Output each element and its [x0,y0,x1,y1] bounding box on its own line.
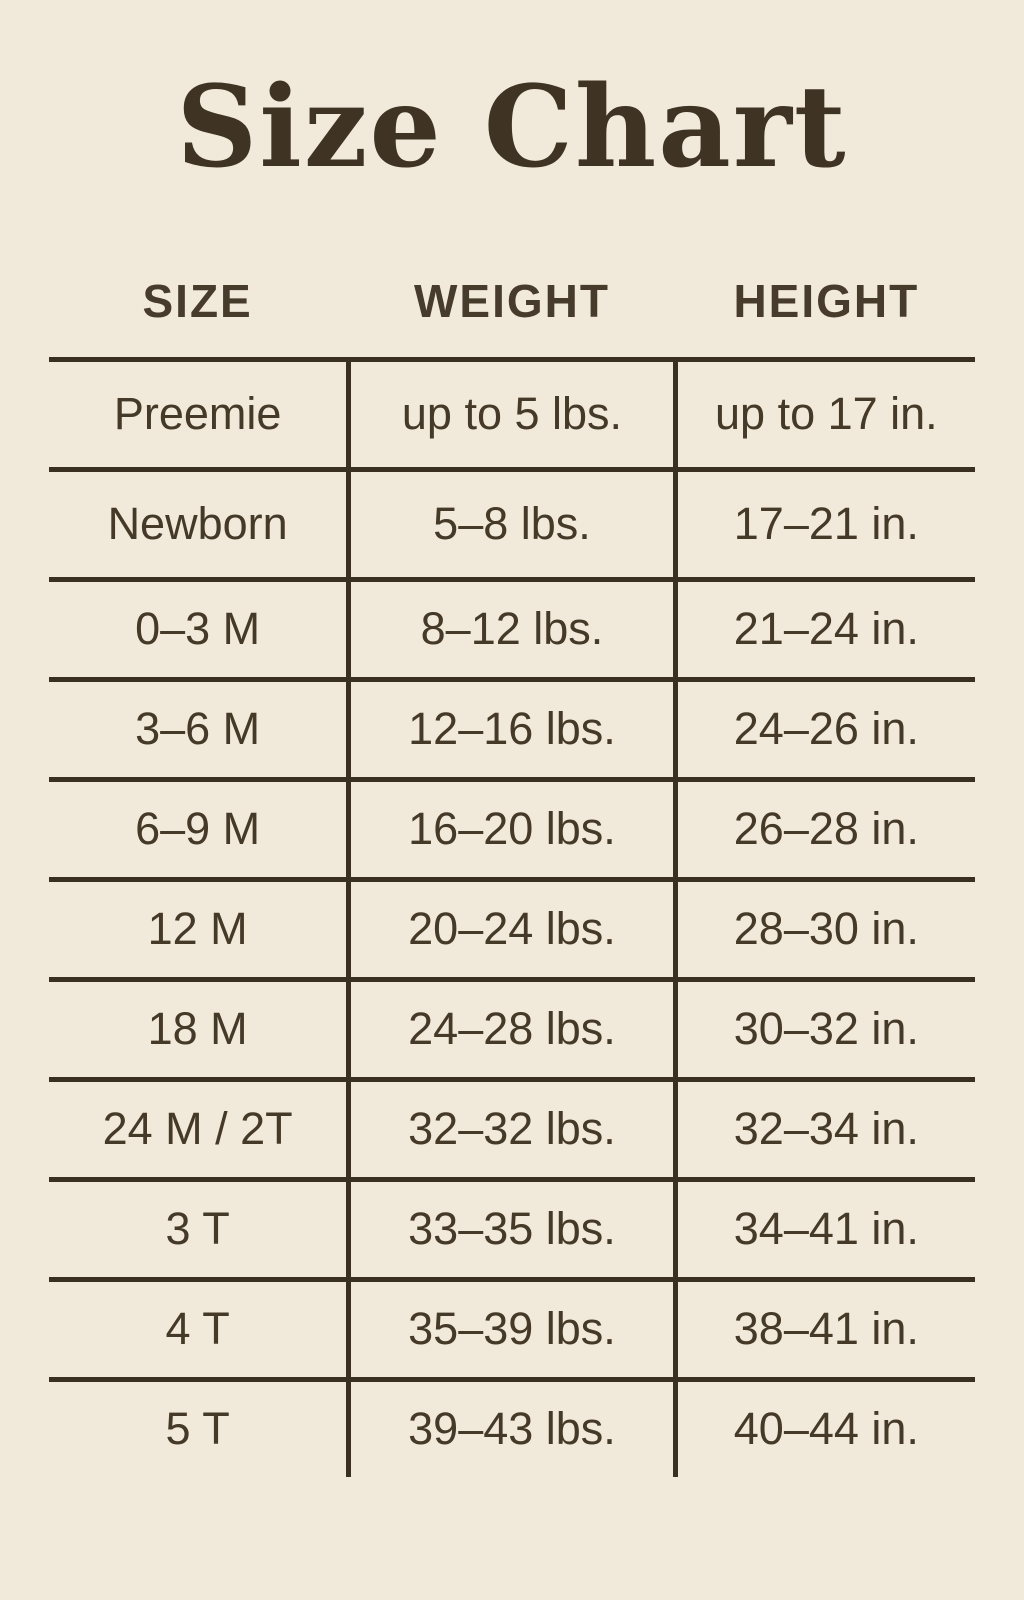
cell-size: Newborn [49,467,346,577]
cell-height: 21–24 in. [678,577,975,677]
column-header-height: HEIGHT [733,274,920,327]
table-row [49,877,975,977]
cell-size: 0–3 M [49,577,346,677]
page-title: Size Chart [176,62,848,193]
cell-weight: 16–20 lbs. [346,777,678,877]
column-header-weight: WEIGHT [413,274,610,327]
cell-height: 24–26 in. [678,677,975,777]
table-row [49,357,975,467]
cell-weight: 20–24 lbs. [346,877,678,977]
table-row [49,577,975,677]
cell-size: 24 M / 2T [49,1077,346,1177]
cell-height: 17–21 in. [678,467,975,577]
table-row [49,1177,975,1277]
column-header-size: SIZE [142,274,253,327]
cell-weight: up to 5 lbs. [346,357,678,467]
cell-size: 5 T [49,1377,346,1477]
table-row [49,677,975,777]
table-row [49,1277,975,1377]
size-chart-table [49,259,975,1477]
cell-height: 30–32 in. [678,977,975,1077]
cell-weight: 12–16 lbs. [346,677,678,777]
table-row [49,1077,975,1177]
table-row [49,977,975,1077]
cell-height: 34–41 in. [678,1177,975,1277]
cell-height: up to 17 in. [678,357,975,467]
cell-weight: 24–28 lbs. [346,977,678,1077]
table-row [49,467,975,577]
cell-size: 12 M [49,877,346,977]
cell-weight: 32–32 lbs. [346,1077,678,1177]
cell-weight: 35–39 lbs. [346,1277,678,1377]
cell-height: 40–44 in. [678,1377,975,1477]
cell-size: 3 T [49,1177,346,1277]
cell-height: 38–41 in. [678,1277,975,1377]
cell-weight: 33–35 lbs. [346,1177,678,1277]
cell-height: 32–34 in. [678,1077,975,1177]
cell-size: 6–9 M [49,777,346,877]
cell-weight: 39–43 lbs. [346,1377,678,1477]
table-header-row [49,259,975,343]
cell-size: Preemie [49,357,346,467]
cell-weight: 5–8 lbs. [346,467,678,577]
cell-weight: 8–12 lbs. [346,577,678,677]
cell-size: 3–6 M [49,677,346,777]
table-row [49,777,975,877]
cell-size: 4 T [49,1277,346,1377]
cell-height: 26–28 in. [678,777,975,877]
table-body [49,357,975,1477]
table-row [49,1377,975,1477]
size-chart-page [0,64,1024,1600]
cell-size: 18 M [49,977,346,1077]
cell-height: 28–30 in. [678,877,975,977]
